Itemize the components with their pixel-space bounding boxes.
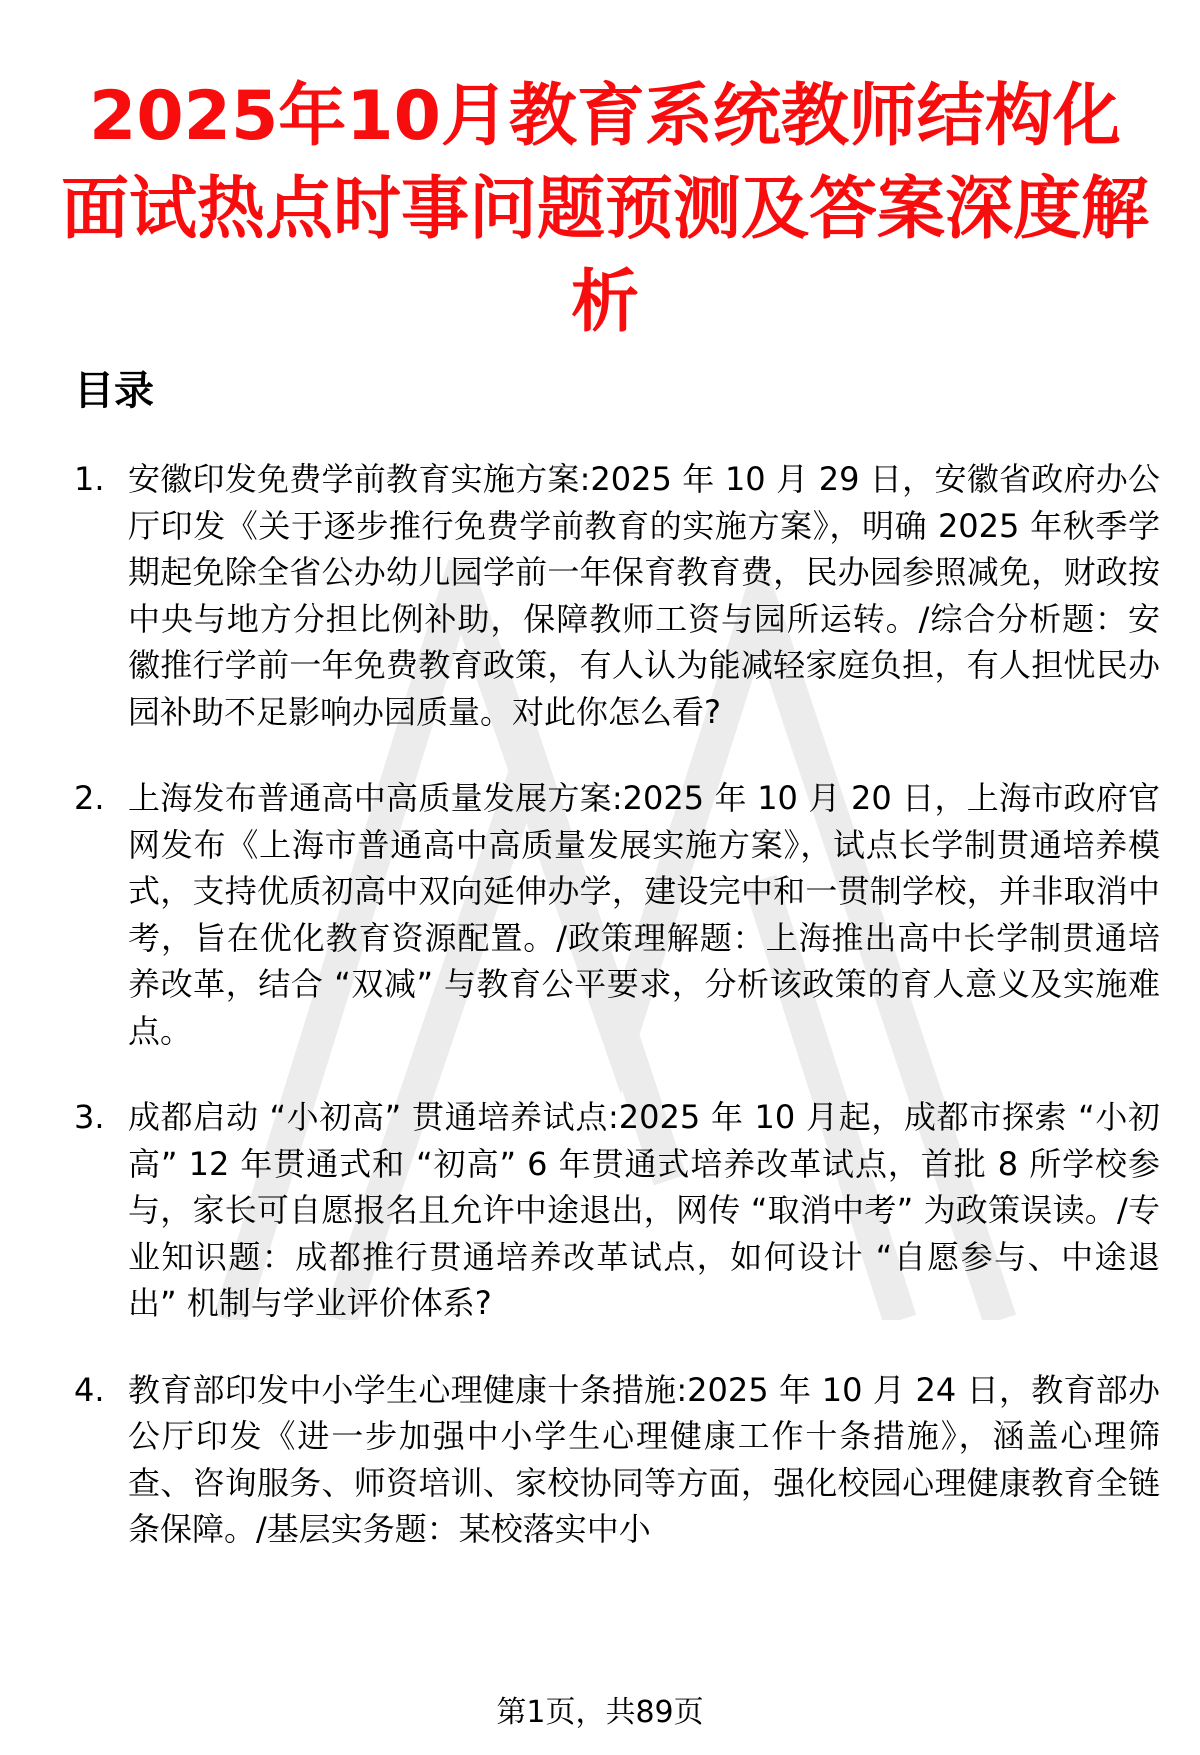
toc-item-number: 1.	[74, 460, 105, 498]
toc-heading: 目录	[74, 368, 154, 414]
toc-item-number: 4.	[74, 1370, 105, 1409]
toc-item[interactable]	[70, 456, 1160, 735]
toc-item-text: 上海发布普通高中高质量发展方案:2025 年 10 月 20 日，上海市政府官网发布《上海市普通高中高质量发展实施方案》，试点长学制贯通培养模式，支持优质初高中双向延伸办学，建设完中和一贯制学校，并非取消中考，旨在优化教育资源配置。/政策理解题：上海推出高中长学制贯通培养改革，结合 “双减” 与教育公平要求，分析该政策的育人意义及实施难点。	[128, 779, 1160, 1050]
toc-item-text: 安徽印发免费学前教育实施方案:2025 年 10 月 29 日，安徽省政府办公厅印发《关于逐步推行免费学前教育的实施方案》，明确 2025 年秋季学期起免除全省公办幼儿园学前一年保育教育费，民办园参照减免，财政按中央与地方分担比例补助，保障教师工资与园所运转。/综合分析题：安徽推行学前一年免费教育政策，有人认为能减轻家庭负担，有人担忧民办园补助不足影响办园质量。对此你怎么看?	[128, 460, 1160, 731]
toc-item-number: 3.	[74, 1098, 105, 1136]
toc-item-text: 教育部印发中小学生心理健康十条措施:2025 年 10 月 24 日，教育部办公厅印发《进一步加强中小学生心理健康工作十条措施》，涵盖心理筛查、咨询服务、师资培训、家校协同等方面，强化校园心理健康教育全链条保障。/基层实务题：某校落实中小	[128, 1370, 1160, 1548]
toc-list	[70, 456, 1160, 1593]
toc-item[interactable]	[70, 1367, 1160, 1553]
document-title: 2025年10月教育系统教师结构化面试热点时事问题预测及答案深度解析	[60, 77, 1149, 342]
toc-item-number: 2.	[74, 779, 105, 817]
toc-item[interactable]	[70, 1094, 1160, 1327]
toc-item[interactable]	[70, 775, 1160, 1054]
page-number-footer: 第1页，共89页	[496, 1695, 704, 1730]
toc-item-text: 成都启动 “小初高” 贯通培养试点:2025 年 10 月起，成都市探索 “小初高” 12 年贯通式和 “初高” 6 年贯通式培养改革试点，首批 8 所学校参与，家长可自愿报名且允许中途退出，网传 “取消中考” 为政策误读。/专业知识题：成都推行贯通培养改革试点，如何设计 “自愿参与、中途退出” 机制与学业评价体系?	[128, 1098, 1160, 1322]
